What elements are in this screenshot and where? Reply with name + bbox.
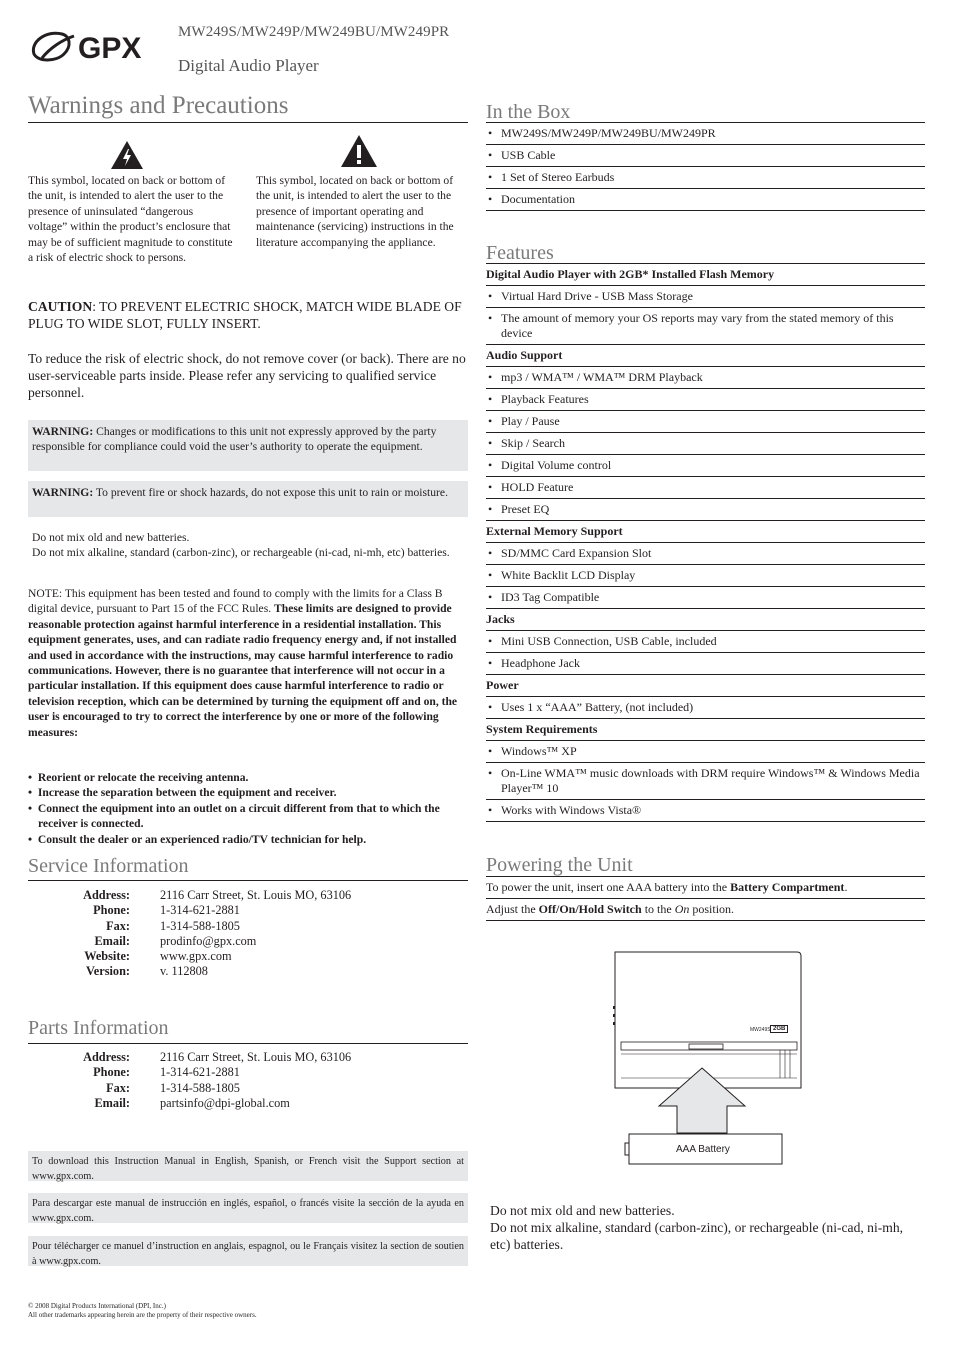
list-item: To power the unit, insert one AAA battery into the Battery Compartment. bbox=[486, 877, 925, 899]
feature-group-heading: Jacks bbox=[486, 609, 925, 631]
service-heading: Service Information bbox=[28, 855, 189, 877]
service-info-table bbox=[30, 888, 460, 980]
model-numbers: MW249S/MW249P/MW249BU/MW249PR bbox=[178, 24, 450, 40]
parts-info-table bbox=[30, 1050, 460, 1111]
lightning-warning-icon bbox=[110, 140, 144, 170]
list-item: • Connect the equipment into an outlet on a circuit different from that to which the receiver is connected. bbox=[28, 801, 440, 831]
list-item: • On-Line WMA™ music downloads with DRM require Windows™ & Windows Media Player™ 10 bbox=[486, 763, 925, 800]
fcc-notice: NOTE: This equipment has been tested and found to comply with the limits for a Class B digital device, pursuant to Part 15 of the FCC Rules. These limits are designed to provide reasonable protection against harmful interference in a residential installation. This equipment generates, uses, and can radiate radio frequency energy and, if not installed and used in accordance with the instructions, may cause harmful interference to radio communications. However, there is no guarantee that interference will not occur in a particular installation. If this equipment does cause harmful interference to radio or television reception, which can be determined by turning the equipment off and on, the user is encouraged to try to correct the interference by one or more of the following measures: bbox=[28, 587, 458, 739]
table-row: Website: www.gpx.com bbox=[84, 949, 232, 964]
battery-mixing-note: Do not mix old and new batteries. Do not mix alkaline, standard (carbon-zinc), or rechargeable (ni-cad, ni-mh, etc) batteries. bbox=[490, 1203, 904, 1252]
divider bbox=[28, 880, 468, 881]
table-row: Email: prodinfo@gpx.com bbox=[94, 933, 257, 948]
feature-group-heading: System Requirements bbox=[486, 719, 925, 741]
download-note-french: Pour télécharger ce manuel d’instruction en anglais, espagnol, ou le Français visitez la section de soutien à www.gpx.com. bbox=[28, 1236, 468, 1266]
battery-insertion-diagram bbox=[605, 948, 805, 1168]
table-row: Fax: 1-314-588-1805 bbox=[106, 918, 240, 933]
table-row: Address: 2116 Carr Street, St. Louis MO, 63106 bbox=[83, 1050, 352, 1064]
features-heading: Features bbox=[486, 242, 554, 264]
list-item: • Uses 1 x “AAA” Battery, (not included) bbox=[486, 697, 925, 719]
powering-heading: Powering the Unit bbox=[486, 854, 633, 876]
list-item: • Consult the dealer or an experienced radio/TV technician for help. bbox=[28, 832, 367, 846]
caution-notice: CAUTION: TO PREVENT ELECTRIC SHOCK, MATCH WIDE BLADE OF PLUG TO WIDE SLOT, FULLY INSERT. bbox=[28, 299, 462, 331]
list-item: • Play / Pause bbox=[486, 411, 925, 433]
list-item: • mp3 / WMA™ / WMA™ DRM Playback bbox=[486, 367, 925, 389]
divider bbox=[28, 122, 468, 123]
copyright-footer: © 2008 Digital Products International (DPI, Inc.) All other trademarks appearing herein are the property of their respective owners. bbox=[28, 1302, 257, 1319]
table-row: Phone: 1-314-621-2881 bbox=[93, 1065, 240, 1080]
lightning-symbol-description: This symbol, located on back or bottom of the unit, is intended to alert the user to the presence of uninsulated “dangerous voltage” within the product’s enclosure that may be of sufficient magnitude to constitute a risk of electric shock to persons. bbox=[28, 174, 233, 265]
list-item: • Increase the separation between the equipment and receiver. bbox=[28, 786, 337, 800]
device-capacity-badge: 2GB bbox=[770, 1025, 788, 1033]
in-the-box-heading: In the Box bbox=[486, 101, 571, 123]
download-note-english: To download this Instruction Manual in English, Spanish, or French visit the Support section at www.gpx.com. bbox=[28, 1151, 468, 1181]
download-note-spanish: Para descargar este manual de instrucción en inglés, español, o francés visite la sección de la ayuda en www.gpx.com. bbox=[28, 1193, 468, 1223]
list-item: • The amount of memory your OS reports may vary from the stated memory of this device bbox=[486, 308, 925, 345]
warning-box-modifications: WARNING: Changes or modifications to this unit not expressly approved by the party responsible for compliance could void the user’s authority to operate the equipment. bbox=[28, 420, 468, 471]
list-item: • Skip / Search bbox=[486, 433, 925, 455]
list-item: • Preset EQ bbox=[486, 499, 925, 521]
table-row: Email: partsinfo@dpi-global.com bbox=[94, 1095, 290, 1110]
exclamation-symbol-description: This symbol, located on back or bottom of the unit, is intended to alert the user to the presence of important operating and maintenance (servicing) instructions in the literature accompanying the appliance. bbox=[256, 174, 454, 249]
list-item: • Virtual Hard Drive - USB Mass Storage bbox=[486, 286, 925, 308]
powering-steps bbox=[486, 876, 925, 921]
in-the-box-list bbox=[486, 122, 925, 211]
list-item: • 1 Set of Stereo Earbuds bbox=[486, 167, 925, 189]
device-model-label: MW249S bbox=[750, 1027, 771, 1033]
warning-box-moisture: WARNING: To prevent fire or shock hazards, do not expose this unit to rain or moisture. bbox=[28, 481, 468, 517]
list-item: • HOLD Feature bbox=[486, 477, 925, 499]
table-row: Phone: 1-314-621-2881 bbox=[93, 903, 240, 918]
table-row: Version: v. 112808 bbox=[86, 964, 208, 979]
feature-group-heading: Digital Audio Player with 2GB* Installed Flash Memory bbox=[486, 264, 925, 286]
exclamation-warning-icon bbox=[340, 134, 378, 168]
list-item: • ID3 Tag Compatible bbox=[486, 587, 925, 609]
parts-heading: Parts Information bbox=[28, 1017, 169, 1039]
table-row: Address: 2116 Carr Street, St. Louis MO, 63106 bbox=[83, 888, 352, 902]
svg-text:GPX: GPX bbox=[78, 32, 142, 65]
list-item: Adjust the Off/On/Hold Switch to the On position. bbox=[486, 899, 925, 921]
list-item: • Documentation bbox=[486, 189, 925, 211]
list-item: • Works with Windows Vista® bbox=[486, 800, 925, 822]
list-item: • Playback Features bbox=[486, 389, 925, 411]
list-item: • SD/MMC Card Expansion Slot bbox=[486, 543, 925, 565]
feature-group-heading: Audio Support bbox=[486, 345, 925, 367]
warnings-heading: Warnings and Precautions bbox=[28, 92, 289, 119]
list-item: • Headphone Jack bbox=[486, 653, 925, 675]
battery-label: AAA Battery bbox=[676, 1144, 730, 1155]
list-item: • MW249S/MW249P/MW249BU/MW249PR bbox=[486, 123, 925, 145]
list-item: • Reorient or relocate the receiving antenna. bbox=[28, 771, 249, 784]
gpx-logo bbox=[28, 24, 168, 68]
list-item: • Windows™ XP bbox=[486, 741, 925, 763]
shock-notice: To reduce the risk of electric shock, do not remove cover (or back). There are no user-serviceable parts inside. Please refer any servicing to qualified service personnel. bbox=[28, 351, 466, 400]
features-list bbox=[486, 263, 925, 822]
feature-group-heading: Power bbox=[486, 675, 925, 697]
fcc-measures-list bbox=[28, 770, 468, 847]
list-item: • Mini USB Connection, USB Cable, included bbox=[486, 631, 925, 653]
feature-group-heading: External Memory Support bbox=[486, 521, 925, 543]
battery-notice: Do not mix old and new batteries. Do not mix alkaline, standard (carbon-zinc), or rechargeable (ni-cad, ni-mh, etc) batteries. bbox=[32, 531, 450, 560]
divider bbox=[28, 1043, 468, 1044]
list-item: • Digital Volume control bbox=[486, 455, 925, 477]
table-row: Fax: 1-314-588-1805 bbox=[106, 1080, 240, 1095]
list-item: • White Backlit LCD Display bbox=[486, 565, 925, 587]
product-subtitle: Digital Audio Player bbox=[178, 56, 319, 75]
list-item: • USB Cable bbox=[486, 145, 925, 167]
